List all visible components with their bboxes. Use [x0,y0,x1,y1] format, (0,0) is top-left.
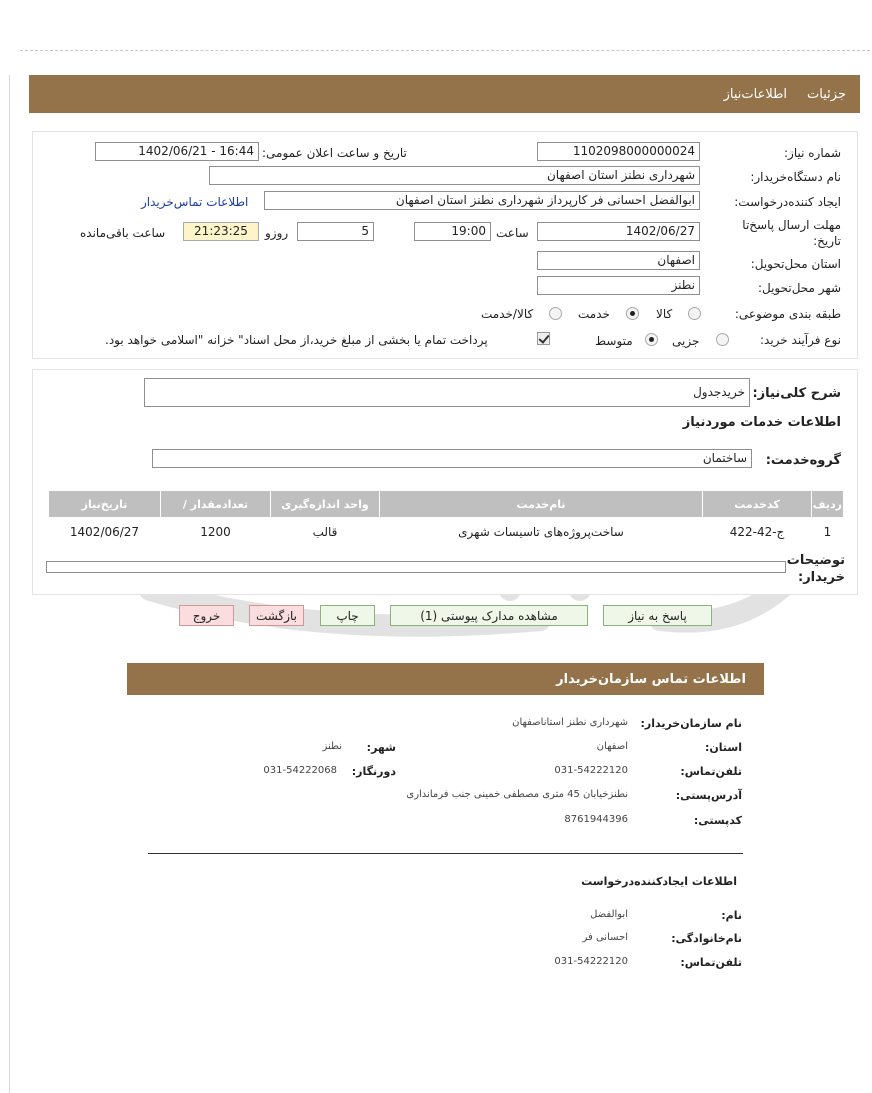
table-row [49,518,844,547]
cell-need-date: 1402/06/27 [49,518,161,547]
remaining-time-field: 21:23:25 [183,222,259,241]
contact-title-bar [127,663,764,695]
cell-unit: قالب [271,518,380,547]
announce-label: تاریخ و ساعت اعلان عمومی: [262,146,407,160]
attachments-button[interactable]: مشاهده مدارک پیوستی (1) [390,605,588,626]
buyer-contact-link[interactable]: اطلاعات تماس‌خریدار [141,195,249,209]
col-row: ردیف [812,491,844,518]
contact-province-value: اصفهان [596,741,628,752]
buyer-notes-field [46,561,786,573]
creator-info-title: اطلاعات ایجادکننده‌درخواست [581,875,737,888]
cell-service-code: ج-42-422 [703,518,812,547]
creator-name-label: نام: [721,909,742,922]
buyer-org-label: نام دستگاه‌خریدار: [750,170,841,184]
creator-label: ایجاد کننده‌درخواست: [734,195,841,209]
contact-fax-value: 031-54222068 [263,765,337,776]
contact-address-label: آدرس‌پستی: [675,789,742,802]
deadline-date-field: 1402/06/27 [537,222,700,241]
contact-org-label: نام سازمان‌خریدار: [640,717,742,730]
contact-province-label: استان: [705,741,742,754]
category-radio-goods-service[interactable] [549,307,562,320]
contact-postal-label: کدپستی: [693,814,742,827]
category-radio-service[interactable] [626,307,639,320]
deadline-label: مهلت ارسال پاسخ‌تا تاریخ: [742,218,841,248]
deadline-time-field: 19:00 [414,222,491,241]
group-label: گروه‌خدمت: [765,453,841,468]
city-field: نطنز [537,276,700,295]
need-number-label: شماره نیاز: [784,146,841,160]
col-service-code: کدخدمت [703,491,812,518]
days-field: 5 [297,222,374,241]
creator-phone-value: 031-54222120 [554,956,628,967]
tab-details[interactable]: جزئیات [807,86,846,102]
creator-family-label: نام‌خانوادگی: [671,932,742,945]
category-option-goods: کالا [656,307,673,321]
table-header-row [49,491,844,518]
process-radio-minor[interactable] [716,333,729,346]
contact-fax-label: دورنگار: [351,765,396,778]
back-button[interactable]: بازگشت [249,605,304,626]
contact-address-value: نطنزخیابان 45 متری مصطفی خمینی جنب فرمانداری [406,789,628,800]
need-number-field: 1102098000000024 [537,142,700,161]
contact-phone-value: 031-54222120 [554,765,628,776]
cell-service-name: ساخت‌پروژه‌های تاسیسات شهری [380,518,703,547]
left-border [9,75,10,1093]
summary-label: شرح کلی‌نیاز: [752,386,841,401]
cell-row: 1 [812,518,844,547]
cell-quantity: 1200 [161,518,271,547]
group-field: ساختمان [152,449,752,468]
contact-divider [148,853,743,854]
exit-button[interactable]: خروج [179,605,234,626]
remaining-label: ساعت باقی‌مانده [80,226,166,240]
province-label: استان محل‌تحویل: [750,257,841,271]
summary-field: خریدجدول [144,378,750,407]
print-button[interactable]: چاپ [320,605,375,626]
buyer-org-field: شهرداری نطنز استان اصفهان [209,166,700,185]
creator-name-value: ابوالفضل [590,909,628,920]
col-need-date: تاریخ‌نیاز [49,491,161,518]
top-divider [20,50,870,51]
contact-city-value: نطنز [322,741,342,752]
contact-org-value: شهرداری نطنز استاناصفهان [512,717,628,728]
contact-title: اطلاعات تماس سازمان‌خریدار [556,671,746,687]
announce-field: 1402/06/21 - 16:44 [95,142,259,161]
province-field: اصفهان [537,251,700,270]
city-label: شهر محل‌تحویل: [757,281,841,295]
process-radio-medium[interactable] [645,333,658,346]
reply-button[interactable]: پاسخ به نیاز [603,605,712,626]
services-table [48,490,844,546]
page-header [29,75,860,113]
creator-phone-label: تلفن‌تماس: [680,956,742,969]
buyer-notes-label: توضیحات خریدار: [786,553,845,585]
contact-postal-value: 8761944396 [564,814,628,825]
process-option-medium: متوسط [595,334,633,348]
category-option-service: خدمت [578,307,610,321]
creator-field: ابوالفضل احسانی فر کارپرداز شهرداری نطنز استان اصفهان [264,191,700,210]
category-label: طبقه بندی موضوعی: [734,307,841,321]
days-label: روزو [265,226,289,240]
col-unit: واحد اندازه‌گیری [271,491,380,518]
contact-phone-label: تلفن‌تماس: [680,765,742,778]
deadline-time-label: ساعت [496,226,529,240]
col-service-name: نام‌خدمت [380,491,703,518]
tab-need-info[interactable]: اطلاعات‌نیاز [723,86,788,102]
services-section-title: اطلاعات خدمات موردنیاز [682,415,841,430]
process-label: نوع فرآیند خرید: [760,333,841,347]
creator-family-value: احسانی فر [582,932,628,943]
col-quantity: تعدادمقدار / [161,491,271,518]
payment-checkbox[interactable] [537,332,550,345]
process-option-minor: جزیی [672,334,700,348]
contact-city-label: شهر: [366,741,396,754]
payment-note: پرداخت تمام یا بخشی از مبلغ خرید،از محل اسناد" خزانه "اسلامی خواهد بود. [105,333,488,347]
category-radio-goods[interactable] [688,307,701,320]
category-option-goods-service: کالا/خدمت [481,307,534,321]
